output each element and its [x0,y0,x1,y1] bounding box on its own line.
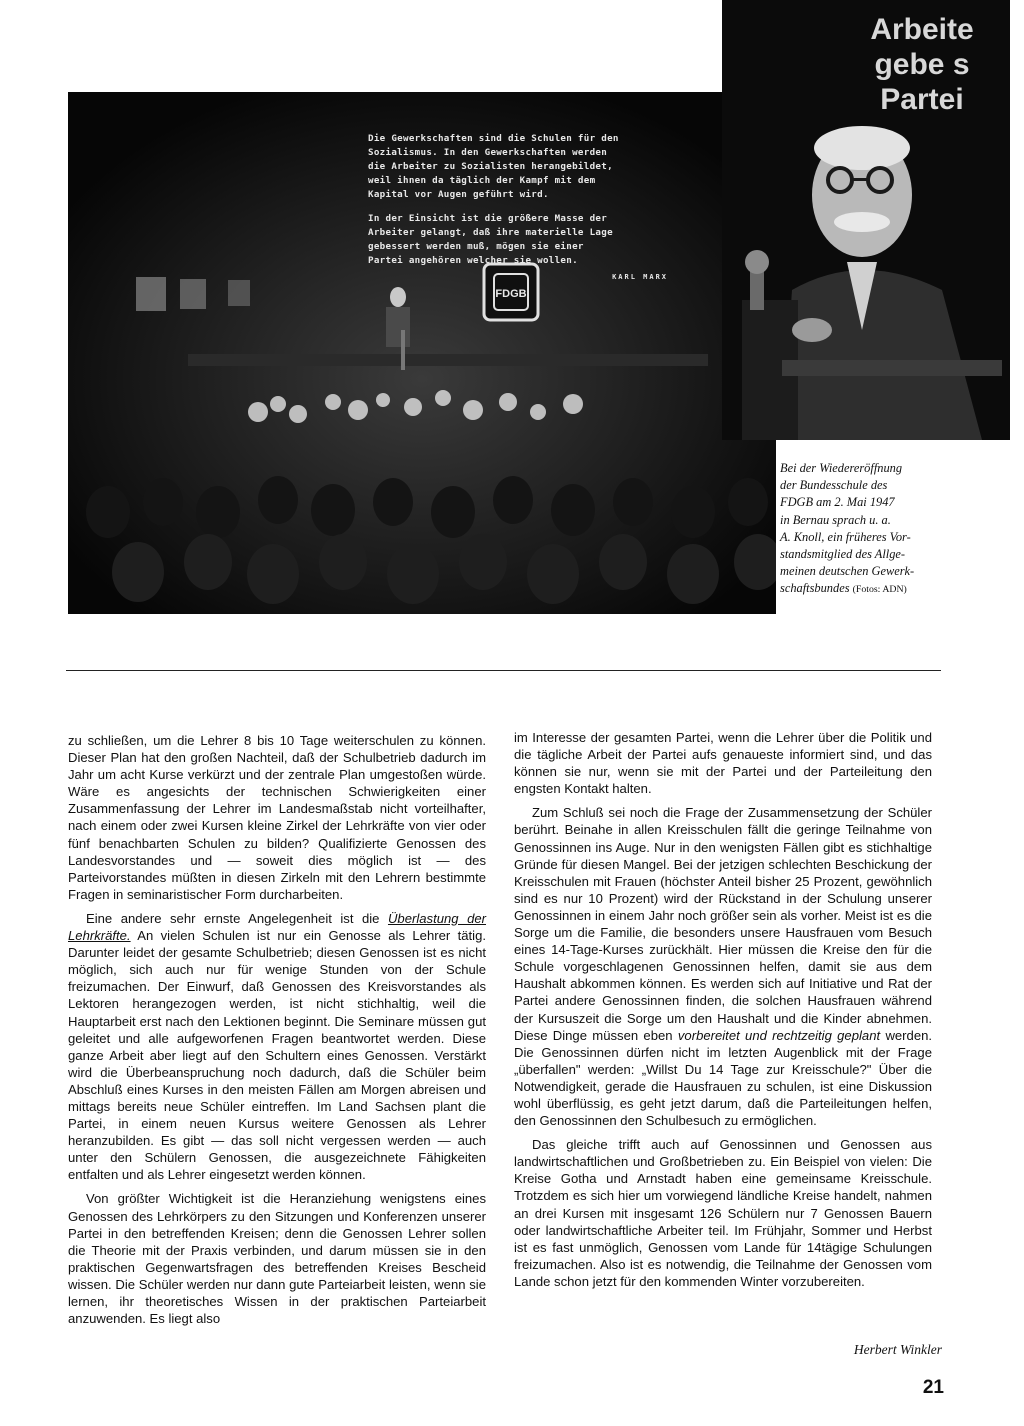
speaker-banner [832,12,1010,117]
banner-line: Arbeite [870,13,974,46]
speaker-photo [722,0,1010,440]
paragraph: Das gleiche trifft auch auf Genossinnen und Genossen aus landwirtschaftlichen und Großbetrieben zu. Ein Beispiel von vielen: Die Kreise Gotha und Arnstadt haben eine gemeinsame Kreisschule. Trotzdem es sich hier um vorwiegend ländliche Kreise handelt, nahmen an drei Kursen mit insgesamt 126 Schülern nur 7 Genossen Bauern oder landwirtschaftliche Arbeiter teil. Im Frühjahr, Sommer und Herbst ist es fast unmöglich, Genossen vom Lande für 14tägige Schulungen freizumachen. Also ist es notwendig, die Teilnahme der Genossen vom Lande schon jetzt für den kommenden Winter vorzubereiten. [514,1137,932,1289]
photo-caption [780,460,942,599]
article-column-left [68,732,486,1334]
paragraph [514,804,932,1129]
quote-line: In der Einsicht ist die größere Masse der [368,213,608,224]
quote-line: gebessert werden muß, mögen sie einer [368,241,584,252]
banner-line: Partei [880,83,964,116]
caption-line: meinen deutschen Gewerk- [780,564,915,579]
caption-line: FDGB am 2. Mai 1947 [780,495,895,510]
marx-quote [368,132,668,284]
paragraph: im Interesse der gesamten Partei, wenn die Lehrer über die Politik und die tägliche Arbeit der Partei aufs genaueste informiert sind, und das können sie nur, wenn sie mit der Partei und der Parteileitung den engsten Kontakt halten. [514,730,932,797]
fdgb-emblem-text: FDGB [495,288,527,300]
caption-line: der Bundesschule des [780,478,888,493]
paragraph: Von größter Wichtigkeit ist die Heranziehung wenigstens eines Genossen des Lehrkörpers zu den Sitzungen und Konferenzen unserer Partei in den betreffenden Kreisen; denn die Genossen Lehrer sollen die Theorie mit der Praxis verbinden, und darum müssen sie in den praktischen Gegenwartsfragen des betreffenden Kreises Bescheid wissen. Die Schüler werden nur dann gute Parteiarbeit leisten, wenn sie lernen, ihr theoretisches Wissen in der praktischen Parteiarbeit anzuwenden. Es liegt also [68,1191,486,1327]
caption-line: schaftsbundes [780,581,850,596]
photo-credit: (Fotos: ADN) [852,584,907,596]
article-author: Herbert Winkler [853,1342,942,1357]
caption-line: in Bernau sprach u. a. [780,512,891,527]
quote-line: Partei angehören welcher sie wollen. [368,255,578,266]
emphasis: vorbereitet und rechtzeitig geplant [677,1027,881,1043]
paragraph [68,910,486,1184]
hall-photo [68,92,776,614]
quote-line: Sozialismus. In den Gewerkschaften werden [368,147,608,158]
quote-line: Kapital vor Augen geführt wird. [368,189,549,200]
caption-line: Bei der Wiedereröffnung [780,461,903,475]
paragraph-text: An vielen Schulen ist nur ein Genosse als Lehrer tätig. Darunter leidet der gesamte Schulbetrieb; diesen Genossen ist es nicht möglich, sich auch nur für wenige Stunden von der Schule freizumachen. Der Einwurf, daß Genossen des Kreisvorstandes als Lektoren herangezogen werden, ist nicht stichhaltig, weil die Hauptarbeit erst nach den Lektionen beginnt. Die Seminare müssen gut geleitet und alle aufgeworfenen Fragen beantwortet werden. Diese ganze Arbeit aber liegt auf den Schultern eines Genossen. Verstärkt wird die Überbeanspruchung noch dadurch, daß die Schüler beim Abschluß eines Kurses in den meisten Fällen am Morgen abreisen und mittags bereits neue Schüler eintreffen. Im Land Sachsen plant die Partei, in einem neuen Kursus weitere Genossen als Lehrer heranzubilden. Es gibt — das soll nicht vergessen werden — auch unter den Schülern Genossen, die ausgezeichnete Fähigkeiten entfalten und als Lehrer eingesetzt werden können. [68,928,486,1183]
paragraph-text: Zum Schluß sei noch die Frage der Zusammensetzung der Schüler berührt. Beinahe in allen Kreisschulen fällt die geringe Teilnahme von Genossinnen ins Auge. Nur in den wenigsten Fällen gibt es stichhaltige Gründe für diesen Mangel. Bei der jetzigen schlechten Beschickung der Kreisschulen mit Frauen (höchster Anteil bisher 25 Prozent, gewöhnlich sind es nur 10 Prozent) wird der Rückstand in der Schulung unserer Genossinnen in einem Jahr noch größer sein als vorher. Meist ist es die Sorge um die Familie, die besonders unsere Hausfrauen vom Besuch eines 14-Tage-Kurses zurückhält. Hier müssen die Kreise den für die Schule vorgeschlagenen Genossinnen helfen, damit sie aus dem Haushalt abkommen können. Es werden sich auf Initiative und Rat der Partei andere Genossinnen finden, die solchen Hausfrauen während der Kursuszeit die Sorge um den Haushalt und die Kinder abnehmen. Diese Dinge müssen eben [514,805,932,1043]
page-number: 21 [922,1377,944,1398]
quote-author: KARL MARX [612,273,668,281]
caption-line: A. Knoll, ein früheres Vor- [780,529,911,544]
paragraph-text: werden. Die Genossinnen dürfen nicht im letzten Augenblick mit der Frage „überfallen" werden: „Willst Du 14 Tage zur Kreisschule?" Über die Notwendigkeit, gerade die Hausfrauen zu schulen, ist eine Diskussion wohl überflüssig, es geht jetzt darum, daß die Parteileitungen helfen, den Genossinnen den Schulbesuch zu ermöglichen. [514,1027,933,1129]
quote-line: Arbeiter gelangt, daß ihre materielle Lage [368,227,613,238]
quote-line: die Arbeiter zu Sozialisten herangebildet, [368,161,613,172]
quote-line: weil ihnen da täglich der Kampf mit dem [368,175,596,186]
quote-line: Die Gewerkschaften sind die Schulen für den [368,133,619,144]
section-divider [66,670,941,671]
banner-line: gebe s [874,48,970,81]
paragraph: zu schließen, um die Lehrer 8 bis 10 Tage weiterschulen zu können. Dieser Plan hat den großen Nachteil, daß der Schulbetrieb dadurch im Jahr um acht Kurse verkürzt und der zentrale Plan umgestoßen würde. Wäre es angesichts der technischen Schwierigkeiten einer Zusammenfassung der Lehrer im Landesmaßstab nicht vorteilhafter, nach einem oder zwei Kursen kleine Zirkel der Lehrkräfte von vier oder fünf benachbarten Schulen zu bilden? Qualifizierte Genossen des Landesvorstandes und — soweit dies möglich ist — des Parteivorstandes müßten in diesen Zirkeln mit den Lehrern bestimmte Fragen in seminaristischer Form durcharbeiten. [68,733,486,902]
caption-line-last [780,580,942,598]
paragraph-text: Eine andere sehr ernste Angelegenheit ist die [86,910,380,926]
emphasis: Überlastung der Lehrkräfte. [68,910,487,944]
caption-line: standsmitglied des Allge- [780,547,906,562]
article-column-right [514,729,932,1297]
